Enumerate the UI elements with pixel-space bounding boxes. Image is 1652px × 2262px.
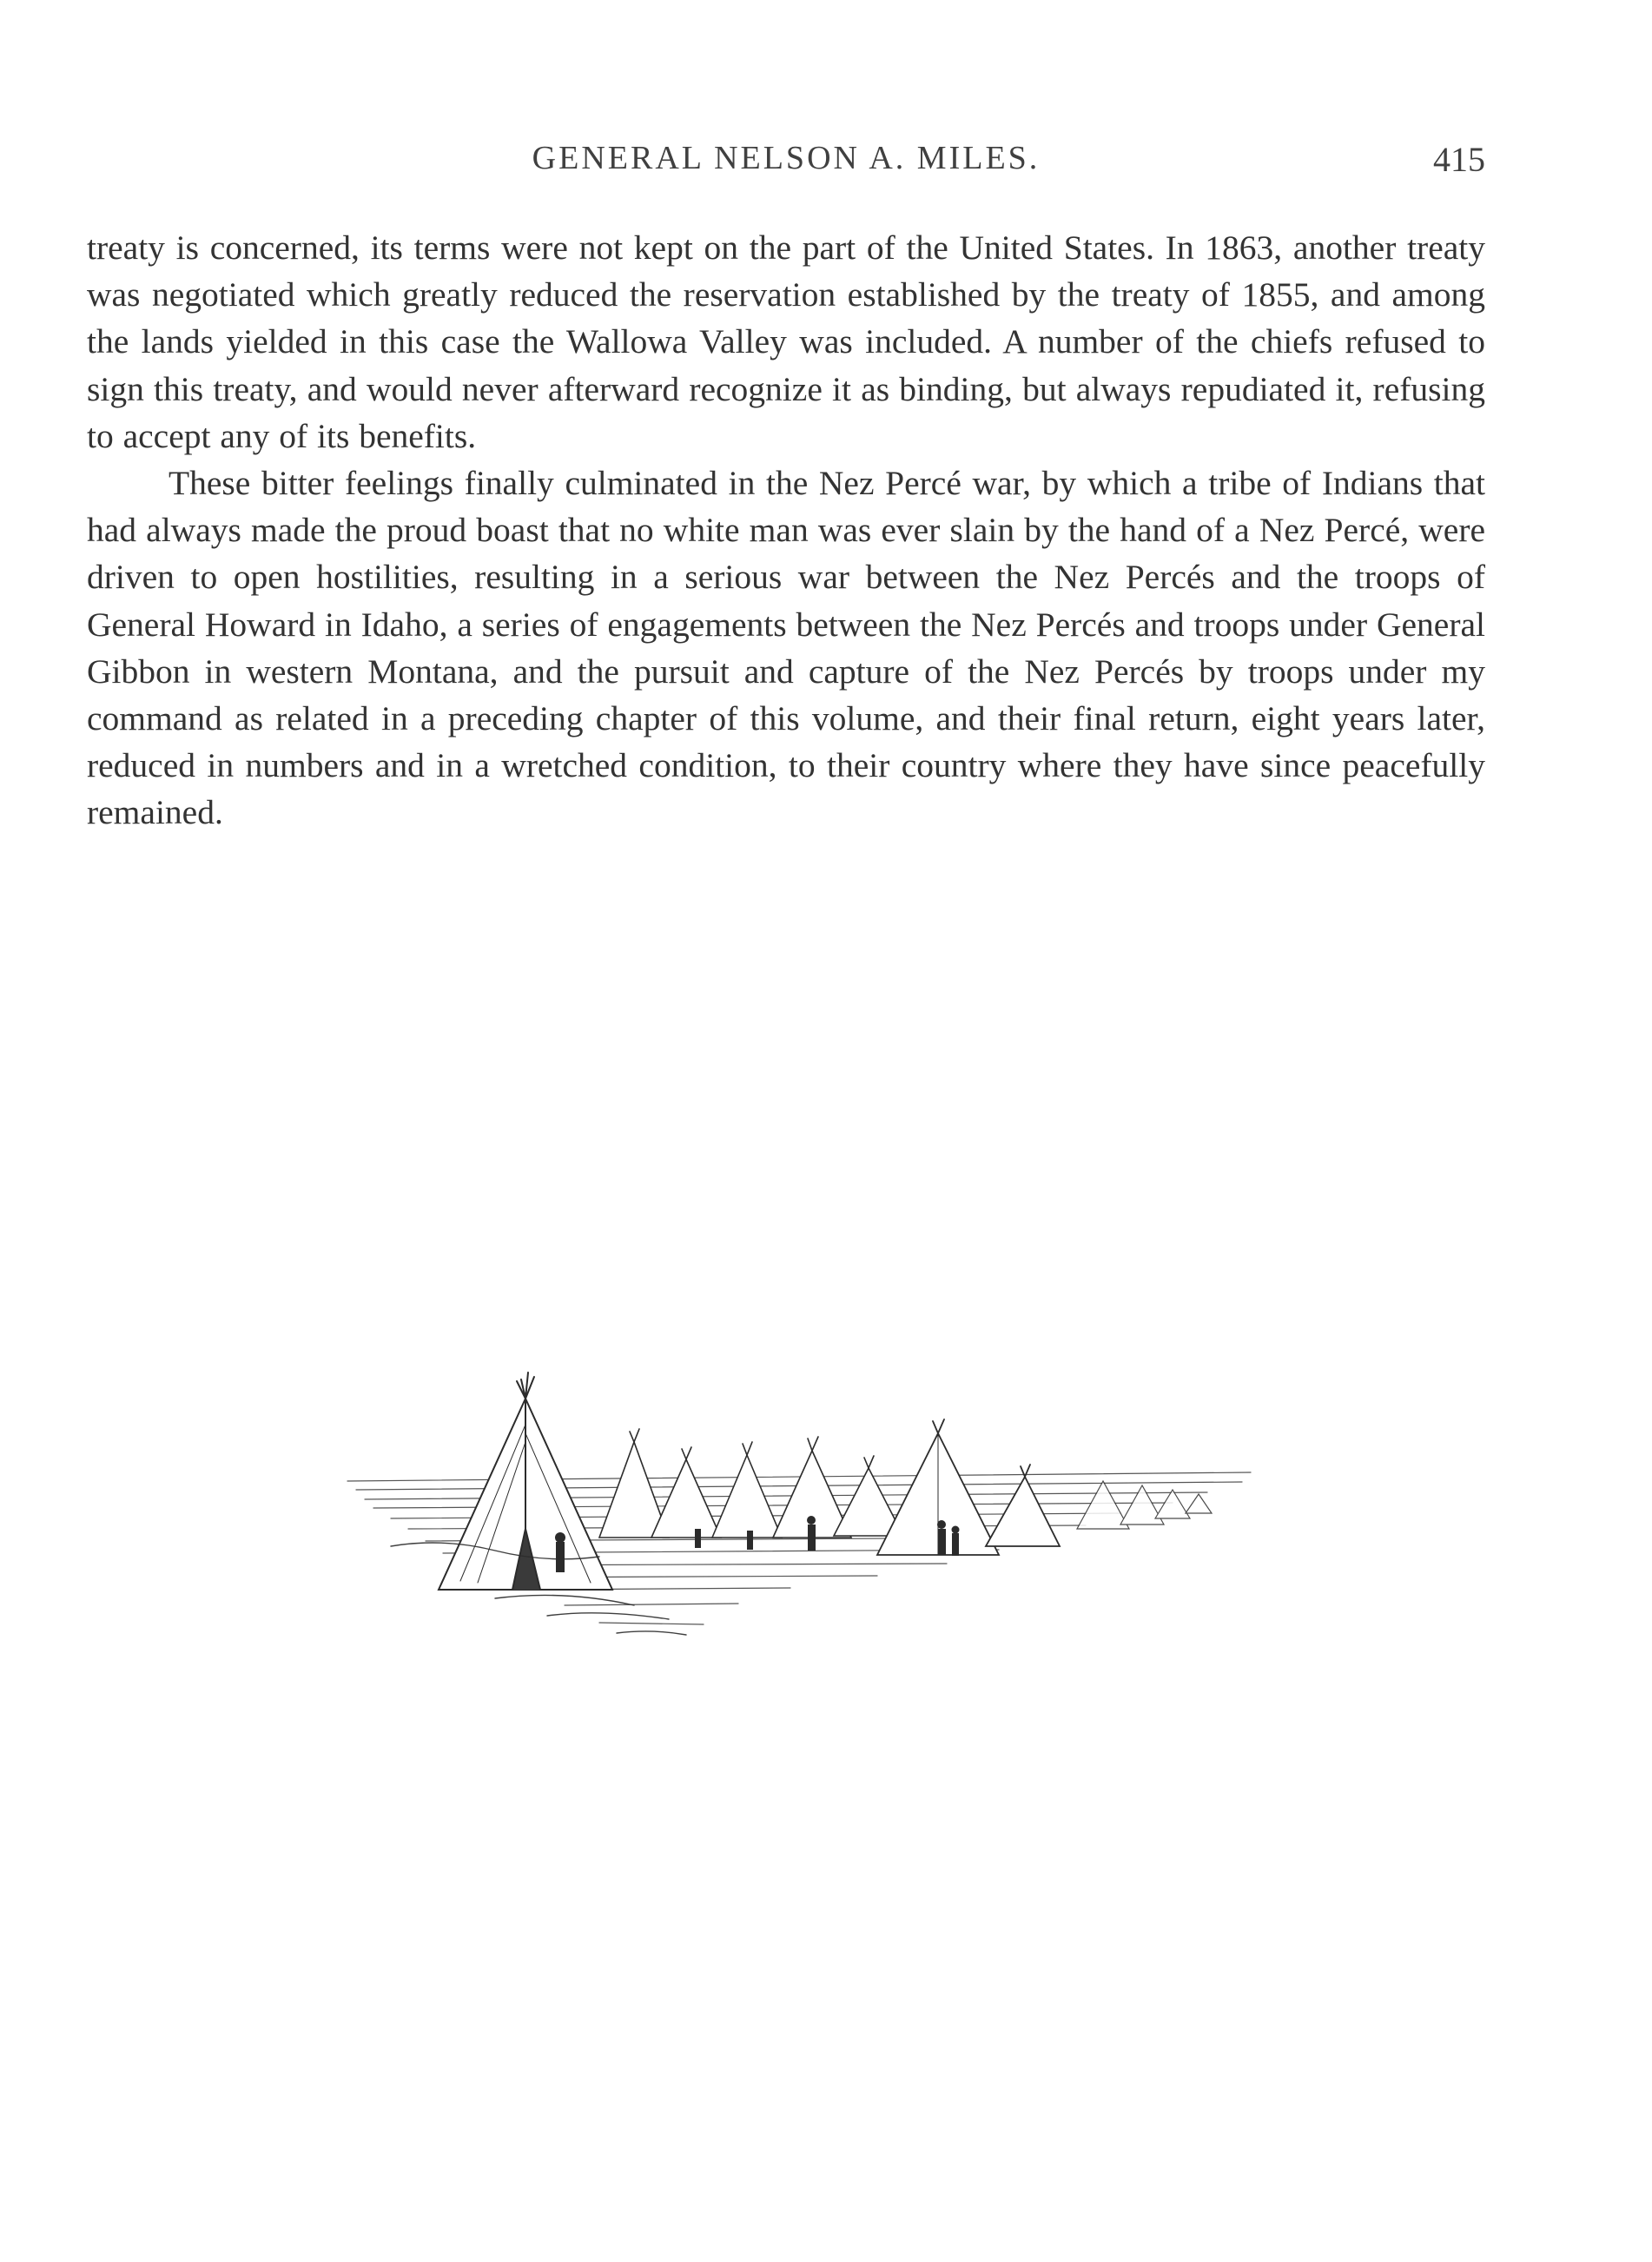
paragraph-nez-perce-war: These bitter feelings finally culminated in the Nez Percé war, by which a tribe of Indians that had always made the proud boast that no white man was ever slain by the hand of a Nez Percé, were driven to open hostilities, resulting in a serious war between the Nez Percés and the troops of General Howard in Idaho, a series of engagements between the Nez Percés and troops under General Gibbon in western Montana, and the pursuit and capture of the Nez Percés by troops under my command as related in a preceding chapter of this volume, and their final return, eight years later, reduced in numbers and in a wretched condition, to their country where they have since peacefully remained. — [87, 464, 1485, 832]
page-number: 415 — [1433, 140, 1485, 179]
running-title: GENERAL NELSON A. MILES. — [532, 140, 1041, 176]
running-head — [87, 139, 1485, 191]
tipi-camp-icon — [339, 1329, 1259, 1650]
tipi-camp-illustration — [339, 1329, 1259, 1650]
paragraph-continued: treaty is concerned, its terms were not kept on the part of the United States. In 1863, another treaty was negotiated which greatly reduced the reservation established by the treaty of 1855, and among the lands yielded in this case the Wallowa Valley was included. A number of the chiefs refused to sign this treaty, and would never afterward recognize it as binding, but always repudiated it, refusing to accept any of its benefits. — [87, 228, 1485, 455]
body-text — [87, 224, 1485, 837]
